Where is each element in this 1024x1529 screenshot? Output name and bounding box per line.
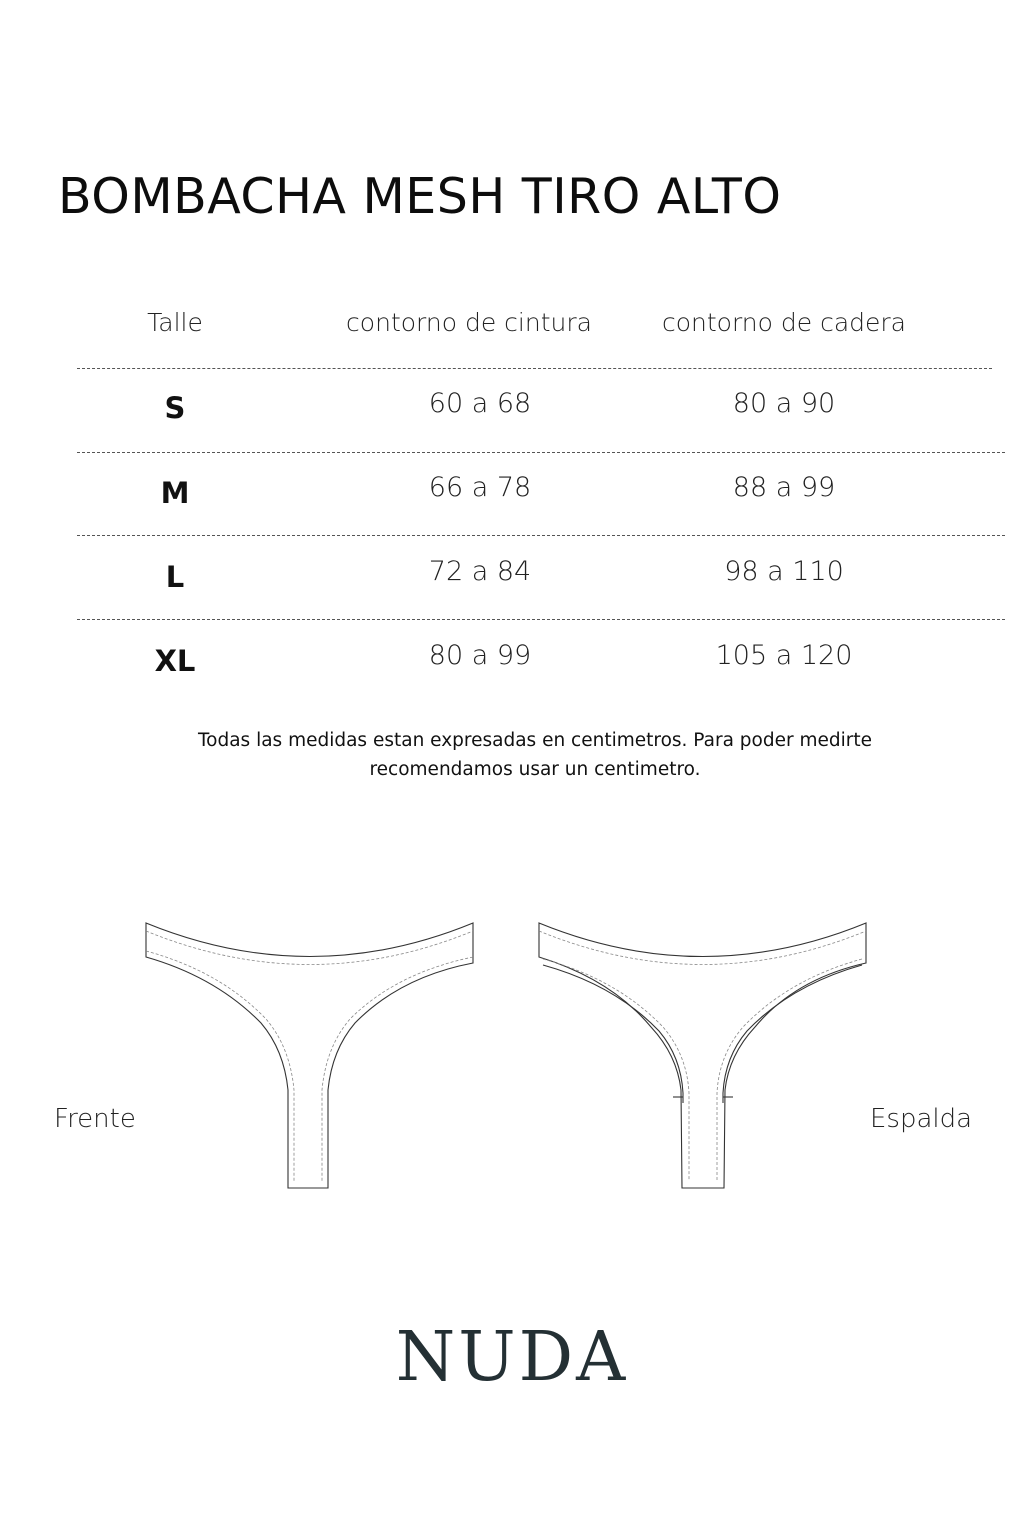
hip-value: 105 a 120 — [715, 640, 853, 671]
waist-value: 60 a 68 — [428, 388, 532, 419]
panty-back-icon — [533, 915, 873, 1195]
size-label: L — [165, 560, 185, 594]
note-line: Todas las medidas estan expresadas en centimetros. Para poder medirte — [198, 730, 872, 751]
page-title: BOMBACHA MESH TIRO ALTO — [58, 168, 782, 225]
size-label: XL — [154, 644, 196, 678]
table-divider — [77, 535, 1005, 536]
waist-value: 66 a 78 — [428, 472, 532, 503]
note-line: recomendamos usar un centimetro. — [369, 759, 701, 780]
panty-front-icon — [140, 915, 480, 1195]
hip-value: 98 a 110 — [724, 556, 844, 587]
front-label: Frente — [54, 1104, 136, 1134]
hip-value: 88 a 99 — [732, 472, 836, 503]
hip-value: 80 a 90 — [732, 388, 836, 419]
measurement-note — [120, 726, 950, 784]
size-label: S — [164, 391, 186, 425]
table-divider — [77, 452, 1005, 453]
table-divider — [77, 368, 992, 369]
header-waist: contorno de cintura — [346, 308, 592, 337]
waist-value: 80 a 99 — [428, 640, 532, 671]
header-size: Talle — [147, 308, 203, 337]
size-label: M — [160, 476, 190, 510]
waist-value: 72 a 84 — [428, 556, 532, 587]
brand-logo: NUDA — [395, 1318, 629, 1397]
back-label: Espalda — [870, 1104, 973, 1134]
table-divider — [77, 619, 1005, 620]
header-hip: contorno de cadera — [661, 308, 907, 337]
